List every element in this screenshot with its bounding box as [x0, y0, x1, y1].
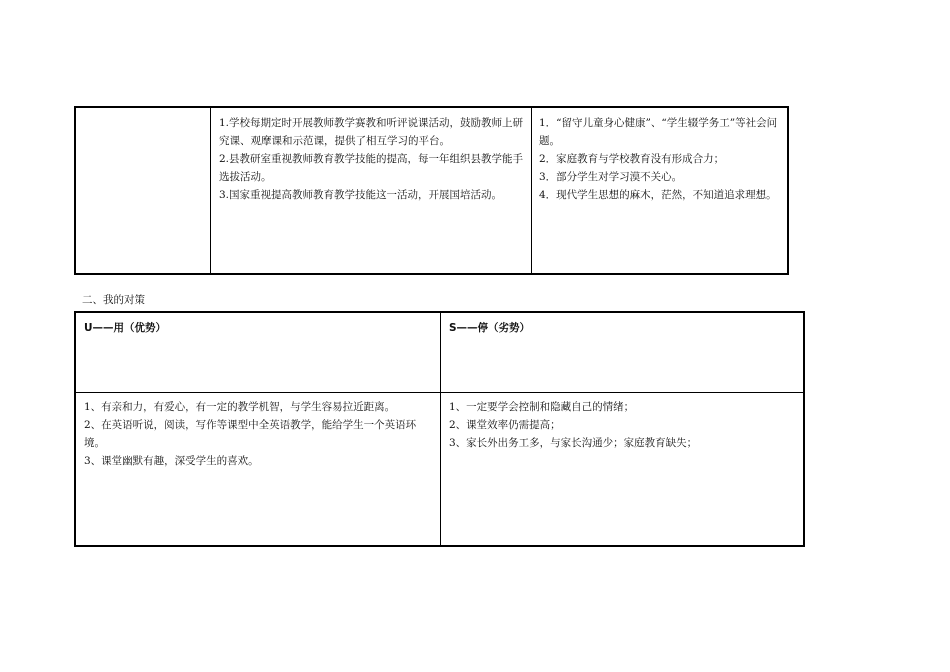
- opportunity-item-1: 1.学校每期定时开展教师教学赛教和听评说课活动，鼓励教师上研究课、观摩课和示范课，提供了相互学习的平台。: [219, 117, 524, 147]
- row-divider: [76, 392, 803, 393]
- threats-cell: [539, 114, 789, 204]
- column-divider: [531, 108, 532, 273]
- analysis-cell-empty: [76, 108, 210, 273]
- weakness-item-1: 1、一定要学会控制和隐藏自己的情绪；: [449, 401, 635, 413]
- section-title: 二、我的对策: [82, 294, 145, 306]
- threat-item-2: 2．家庭教育与学校教育没有形成合力；: [539, 153, 725, 165]
- strengths-list: [84, 398, 436, 470]
- opportunity-item-2: 2.县教研室重视教师教育教学技能的提高，每一年组织县教学能手选拔活动。: [219, 153, 524, 183]
- threat-item-3: 3．部分学生对学习漠不关心。: [539, 171, 683, 183]
- strategy-table: [74, 311, 805, 547]
- weaknesses-list: [449, 398, 799, 452]
- strength-item-1: 1、有亲和力，有爱心，有一定的教学机智，与学生容易拉近距离。: [84, 401, 396, 413]
- strengths-header: U——用（优势）: [84, 322, 167, 334]
- column-divider: [440, 313, 441, 545]
- strength-item-3: 3、课堂幽默有趣，深受学生的喜欢。: [84, 455, 259, 467]
- weakness-item-2: 2、课堂效率仍需提高；: [449, 419, 561, 431]
- strength-item-2: 2、在英语听说，阅读，写作等课型中全英语教学，能给学生一个英语环境。: [84, 419, 417, 449]
- weaknesses-header: S——停（劣势）: [449, 322, 531, 334]
- opportunity-item-3: 3.国家重视提高教师教育教学技能这一活动，开展国培活动。: [219, 189, 503, 201]
- opportunities-cell: [219, 114, 529, 204]
- threat-item-1: 1．“留守儿童身心健康”、“学生辍学务工”等社会问题。: [539, 117, 778, 147]
- weakness-item-3: 3、家长外出务工多，与家长沟通少；家庭教育缺失；: [449, 437, 698, 449]
- analysis-table: [74, 106, 789, 275]
- threat-item-4: 4．现代学生思想的麻木，茫然，不知道追求理想。: [539, 189, 777, 201]
- column-divider: [210, 108, 211, 273]
